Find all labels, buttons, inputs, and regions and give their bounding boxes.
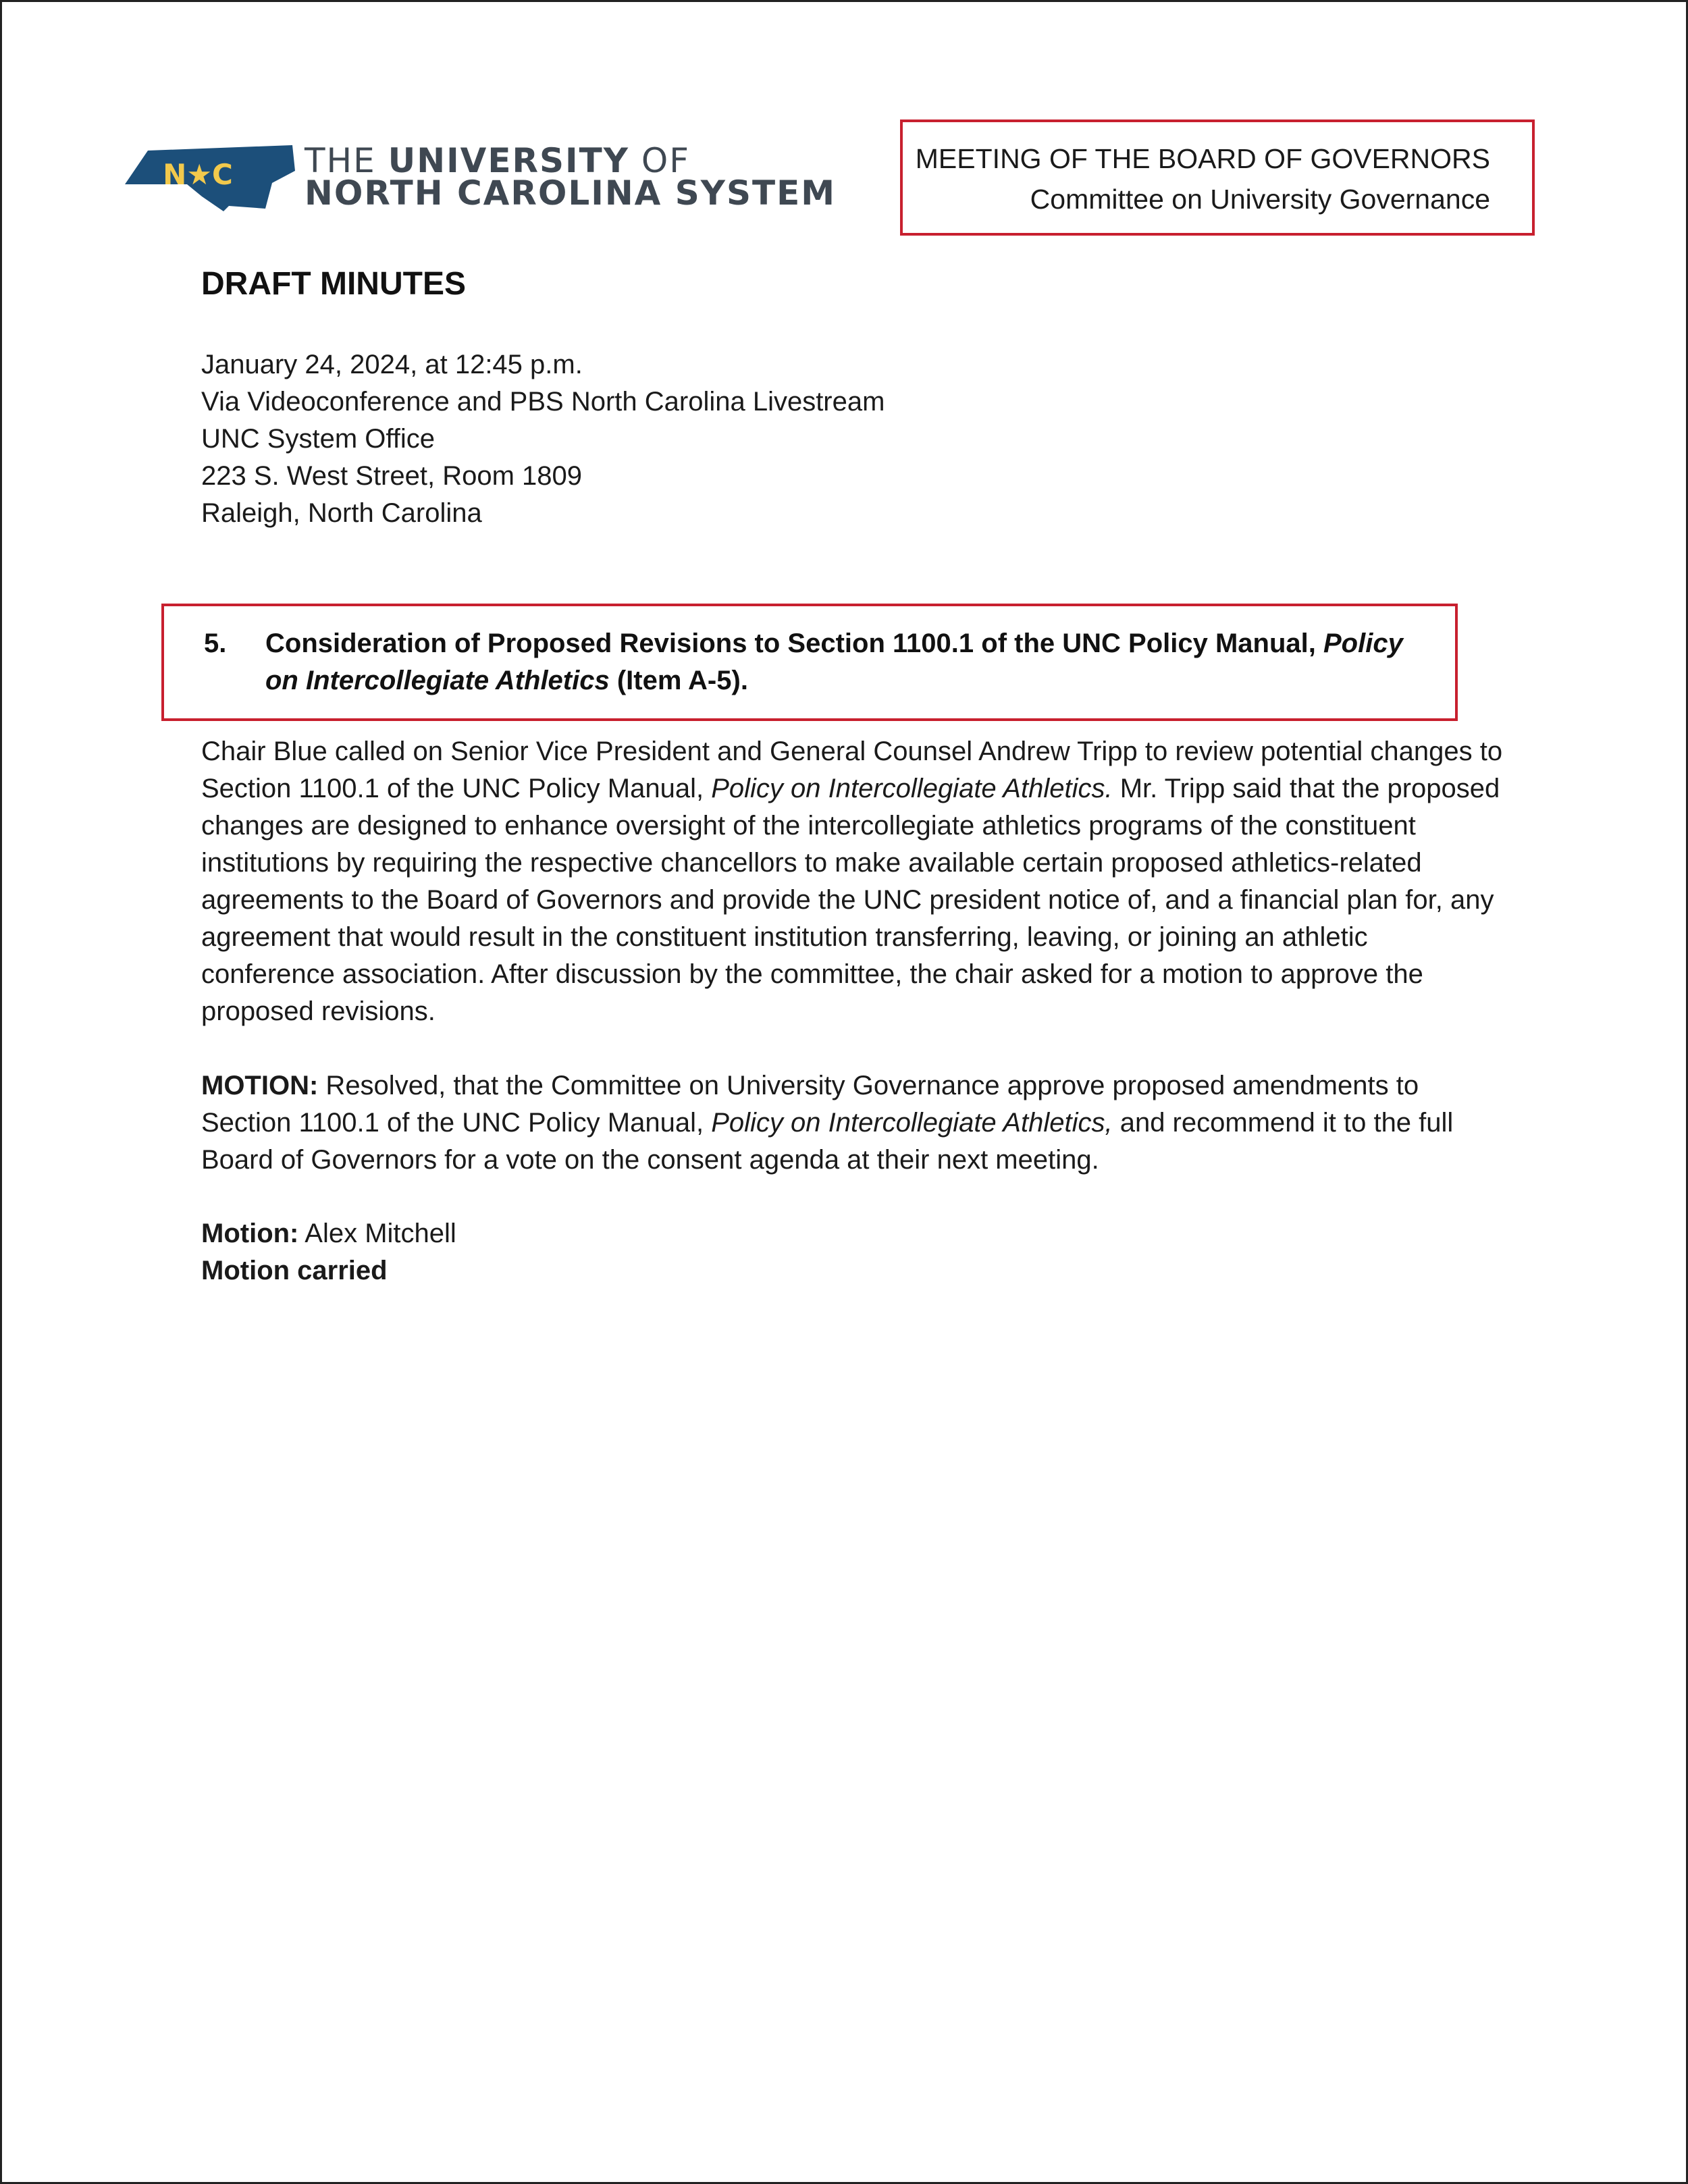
unc-system-logo (122, 141, 837, 218)
motion-policy-name: Policy on Intercollegiate Athletics, (711, 1108, 1113, 1138)
logo-text-university: UNIVERSITY (388, 141, 629, 180)
page-title: DRAFT MINUTES (201, 266, 466, 302)
motion-text-cont: and recommend it to the full Board of Governors for a vote on the consent agenda at their next meeting. (201, 1108, 1454, 1175)
logo-badge-text: N★C (163, 158, 233, 191)
discussion-policy-name: Policy on Intercollegiate Athletics. (711, 774, 1113, 803)
logo-text-of: OF (629, 141, 690, 180)
nc-state-shape-icon (122, 144, 298, 218)
meeting-title: MEETING OF THE BOARD OF GOVERNORS (915, 143, 1490, 174)
logo-text-the: THE (305, 141, 388, 180)
meeting-city: Raleigh, North Carolina (201, 498, 482, 528)
meeting-date: January 24, 2024, at 12:45 p.m. (201, 350, 583, 379)
mover-line (201, 1215, 1504, 1252)
discussion-paragraph (201, 733, 1504, 1030)
committee-name: Committee on University Governance (1030, 184, 1490, 215)
agenda-item-title (265, 625, 1413, 699)
agenda-item-ref: (Item A-5). (609, 666, 748, 695)
mover-label: Motion: (201, 1219, 299, 1248)
motion-label: MOTION: (201, 1071, 319, 1100)
meeting-header-box (900, 119, 1535, 236)
meeting-venue: Via Videoconference and PBS North Carolina Livestream (201, 387, 885, 417)
agenda-item-number: 5. (204, 629, 227, 658)
discussion-text-cont: Mr. Tripp said that the proposed changes are designed to enhance oversight of the intercollegiate athletics programs of the constituent institutions by requiring the respective chancellors to make available certain proposed athletics-related agreements to the Board of Governors and provide the UNC president notice of, and a financial plan for, any agreement that would result in the constituent institution transferring, leaving, or joining an athletic conference association. After discussion by the committee, the chair asked for a motion to approve the proposed revisions. (201, 774, 1500, 1026)
discussion-text: Chair Blue called on Senior Vice President and General Counsel Andrew Tripp to review potential changes to Section 1100.1 of the UNC Policy Manual, (201, 737, 1503, 803)
agenda-item-box (161, 604, 1458, 721)
vote-record (201, 1215, 1504, 1289)
motion-result: Motion carried (201, 1256, 388, 1285)
agenda-item-policy-name: Policy on Intercollegiate Athletics (265, 629, 1403, 695)
logo-line-2: NORTH CAROLINA SYSTEM (305, 174, 837, 213)
mover-name: Alex Mitchell (298, 1219, 456, 1248)
agenda-item-title-text: Consideration of Proposed Revisions to Section 1100.1 of the UNC Policy Manual, (265, 629, 1323, 658)
motion-paragraph (201, 1067, 1504, 1179)
motion-text: Resolved, that the Committee on University Governance approve proposed amendments to Section 1100.1 of the UNC Policy Manual, (201, 1071, 1419, 1138)
meeting-details (201, 346, 885, 532)
meeting-office: UNC System Office (201, 424, 435, 454)
meeting-address: 223 S. West Street, Room 1809 (201, 461, 583, 491)
